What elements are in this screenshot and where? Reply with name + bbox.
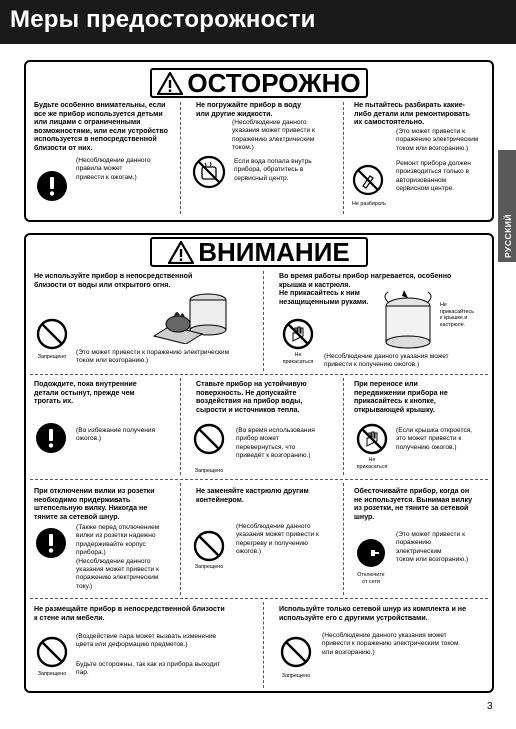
mandatory-icon <box>36 423 66 453</box>
warning-r4-2-heading: Используйте только сетевой шнур из комплекта и не используйте его с другими устройствами. <box>279 605 467 622</box>
no-disassembly-icon <box>352 164 384 196</box>
warning-row-sep-2 <box>30 479 488 480</box>
warning-row-sep-3 <box>30 598 488 599</box>
warning-r4-1-note2: Будьте осторожны, так как из прибора выходит пар. <box>76 661 221 677</box>
prohibited-icon <box>193 423 225 455</box>
no-water-icon <box>192 155 226 189</box>
warning-r4-1-note: (Воздействие пара может вызвать изменение цвета или деформацию предметов.) <box>76 633 217 649</box>
warning-r2-2-heading: Ставьте прибор на устойчивую поверхность. Не допускайте воздействия на прибор воды, сырости и источников тепла. <box>196 380 307 414</box>
prohibited-label: Запрещено <box>281 673 311 679</box>
warning-banner <box>150 237 368 267</box>
warning-r2-divider-2 <box>343 378 344 475</box>
caution-1-heading: Будьте особенно внимательны, если все же прибор используется детьми или лицами с ограниченными возможностями, или если устройство используется в непосредственной близости от них. <box>34 101 168 152</box>
warning-r4-1-heading: Не размещайте прибор в непосредственной близости к стене или мебели. <box>34 605 225 622</box>
warning-r2-2-note: (Во время использования прибор может перевернуться, что приведёт к возгоранию.) <box>236 427 315 460</box>
warning-r2-3-heading: При переносе или передвижении прибора не прикасайтесь к кнопке, открывающей крышку. <box>354 380 448 414</box>
no-touch-icon <box>282 318 314 350</box>
warning-r3-divider-2 <box>343 483 344 595</box>
warning-r4-2-note: (Несоблюдение данного указания может привести к поражению электрическим током или возгоранию.) <box>322 632 459 656</box>
page-number: 3 <box>487 701 493 712</box>
prohibited-icon <box>193 530 225 562</box>
warning-r3-divider-1 <box>180 483 181 595</box>
warning-r3-2-heading: Не заменяйте кастрюлю другим контейнером. <box>196 487 309 504</box>
warning-r3-1-heading: При отключении вилки из розетки необходимо придерживать штепсельную вилку. Никогда не тяните за сетевой шнур. <box>34 487 155 521</box>
warning-r1-1-note: (Это может привести к поражению электрическим током или возгоранию.) <box>76 349 230 365</box>
prohibited-icon <box>36 636 68 668</box>
no-disassembly-label: Не разбирать <box>352 201 386 207</box>
caution-1-note: (Несоблюдение данного правила может привести к ожогам.) <box>76 157 151 181</box>
warning-r3-3-note: (Это может привести к поражению электрическим током или возгоранию.) <box>396 531 469 564</box>
prohibited-label: Запрещено <box>194 468 224 474</box>
prohibited-icon <box>280 636 312 668</box>
cooker-near-fire-illustration <box>150 286 236 344</box>
warning-r1-1-heading: Не используйте прибор в непосредственной близости от воды или открытого огня. <box>34 272 193 289</box>
no-touch-label: Не прикасаться <box>282 352 314 365</box>
unplug-label: Отключите от сети <box>357 572 385 585</box>
warning-banner-text: ВНИМАНИЕ <box>198 237 350 267</box>
caution-divider-1 <box>180 102 181 214</box>
warning-r2-3-note: (Если крышка откроется, это может привести к получению ожогов.) <box>396 427 473 451</box>
warning-r2-divider-1 <box>180 378 181 475</box>
warning-r3-3-heading: Обесточивайте прибор, когда он не используется. Вынимая вилку из розетки, не тяните за сетевой шнур. <box>354 487 473 521</box>
warning-r2-1-heading: Подождите, пока внутренние детали остынут, прежде чем трогать их. <box>34 380 137 406</box>
warning-r1-2-heading: Во время работы прибор нагревается, особенно крышка и кастрюля. Не прикасайтесь к ним незащищенными руками. <box>279 272 452 306</box>
caution-3-note2: Ремонт прибора должен производиться только в авторизованном сервисном центре. <box>396 160 471 193</box>
warning-r4-divider <box>263 602 264 688</box>
hot-cooker-illustration <box>380 288 436 350</box>
caution-banner <box>150 68 368 98</box>
caution-3-heading: Не пытайтесь разбирать какие- либо детали или ремонтировать их самостоятельно. <box>354 101 470 127</box>
warning-r2-1-note: (Во избежание получения ожогов.) <box>76 427 156 443</box>
warning-r3-2-note: (Несоблюдение данного указания может привести к перегреву и получению ожогов.) <box>236 523 319 556</box>
prohibited-label: Запрещено <box>37 354 67 360</box>
mandatory-icon <box>36 528 66 558</box>
page-title: Меры предосторожности <box>10 6 316 33</box>
caution-3-note: (Это может привести к поражению электрическим током или возгоранию.) <box>396 128 479 152</box>
language-tab-label: РУССКИЙ <box>503 213 513 258</box>
warning-triangle-icon <box>168 241 194 264</box>
hot-cooker-label: Не прикасайтесь к крышке и кастрюле. <box>440 302 475 328</box>
prohibited-label: Запрещено <box>194 564 224 570</box>
caution-2-note2: Если вода попала внутрь прибора, обратитесь в сервисный центр. <box>234 158 312 182</box>
warning-r3-1-note: (Также перед отключением вилки из розетки надежно придерживайте корпус прибора.) (Несоблюдение данного указания может привести к поражению электрическим току.) <box>76 524 160 590</box>
warning-row-sep-1 <box>30 374 488 375</box>
warning-r1-divider <box>263 271 264 371</box>
no-touch-label: Не прикасаться <box>356 457 388 470</box>
caution-banner-text: ОСТОРОЖНО <box>187 68 361 98</box>
warning-triangle-icon <box>157 72 183 95</box>
mandatory-icon <box>37 171 67 201</box>
prohibited-label: Запрещено <box>37 671 67 677</box>
caution-2-heading: Не погружайте прибор в воду или другие жидкости. <box>196 101 302 118</box>
caution-2-note: (Несоблюдение данного указания может привести к поражению электрическим током.) <box>232 119 315 152</box>
no-touch-icon <box>356 423 388 455</box>
unplug-icon <box>357 539 385 567</box>
warning-r1-2-note: (Несоблюдение данного указания может привести к получению ожогов.) <box>324 353 449 369</box>
prohibited-icon <box>36 318 68 350</box>
